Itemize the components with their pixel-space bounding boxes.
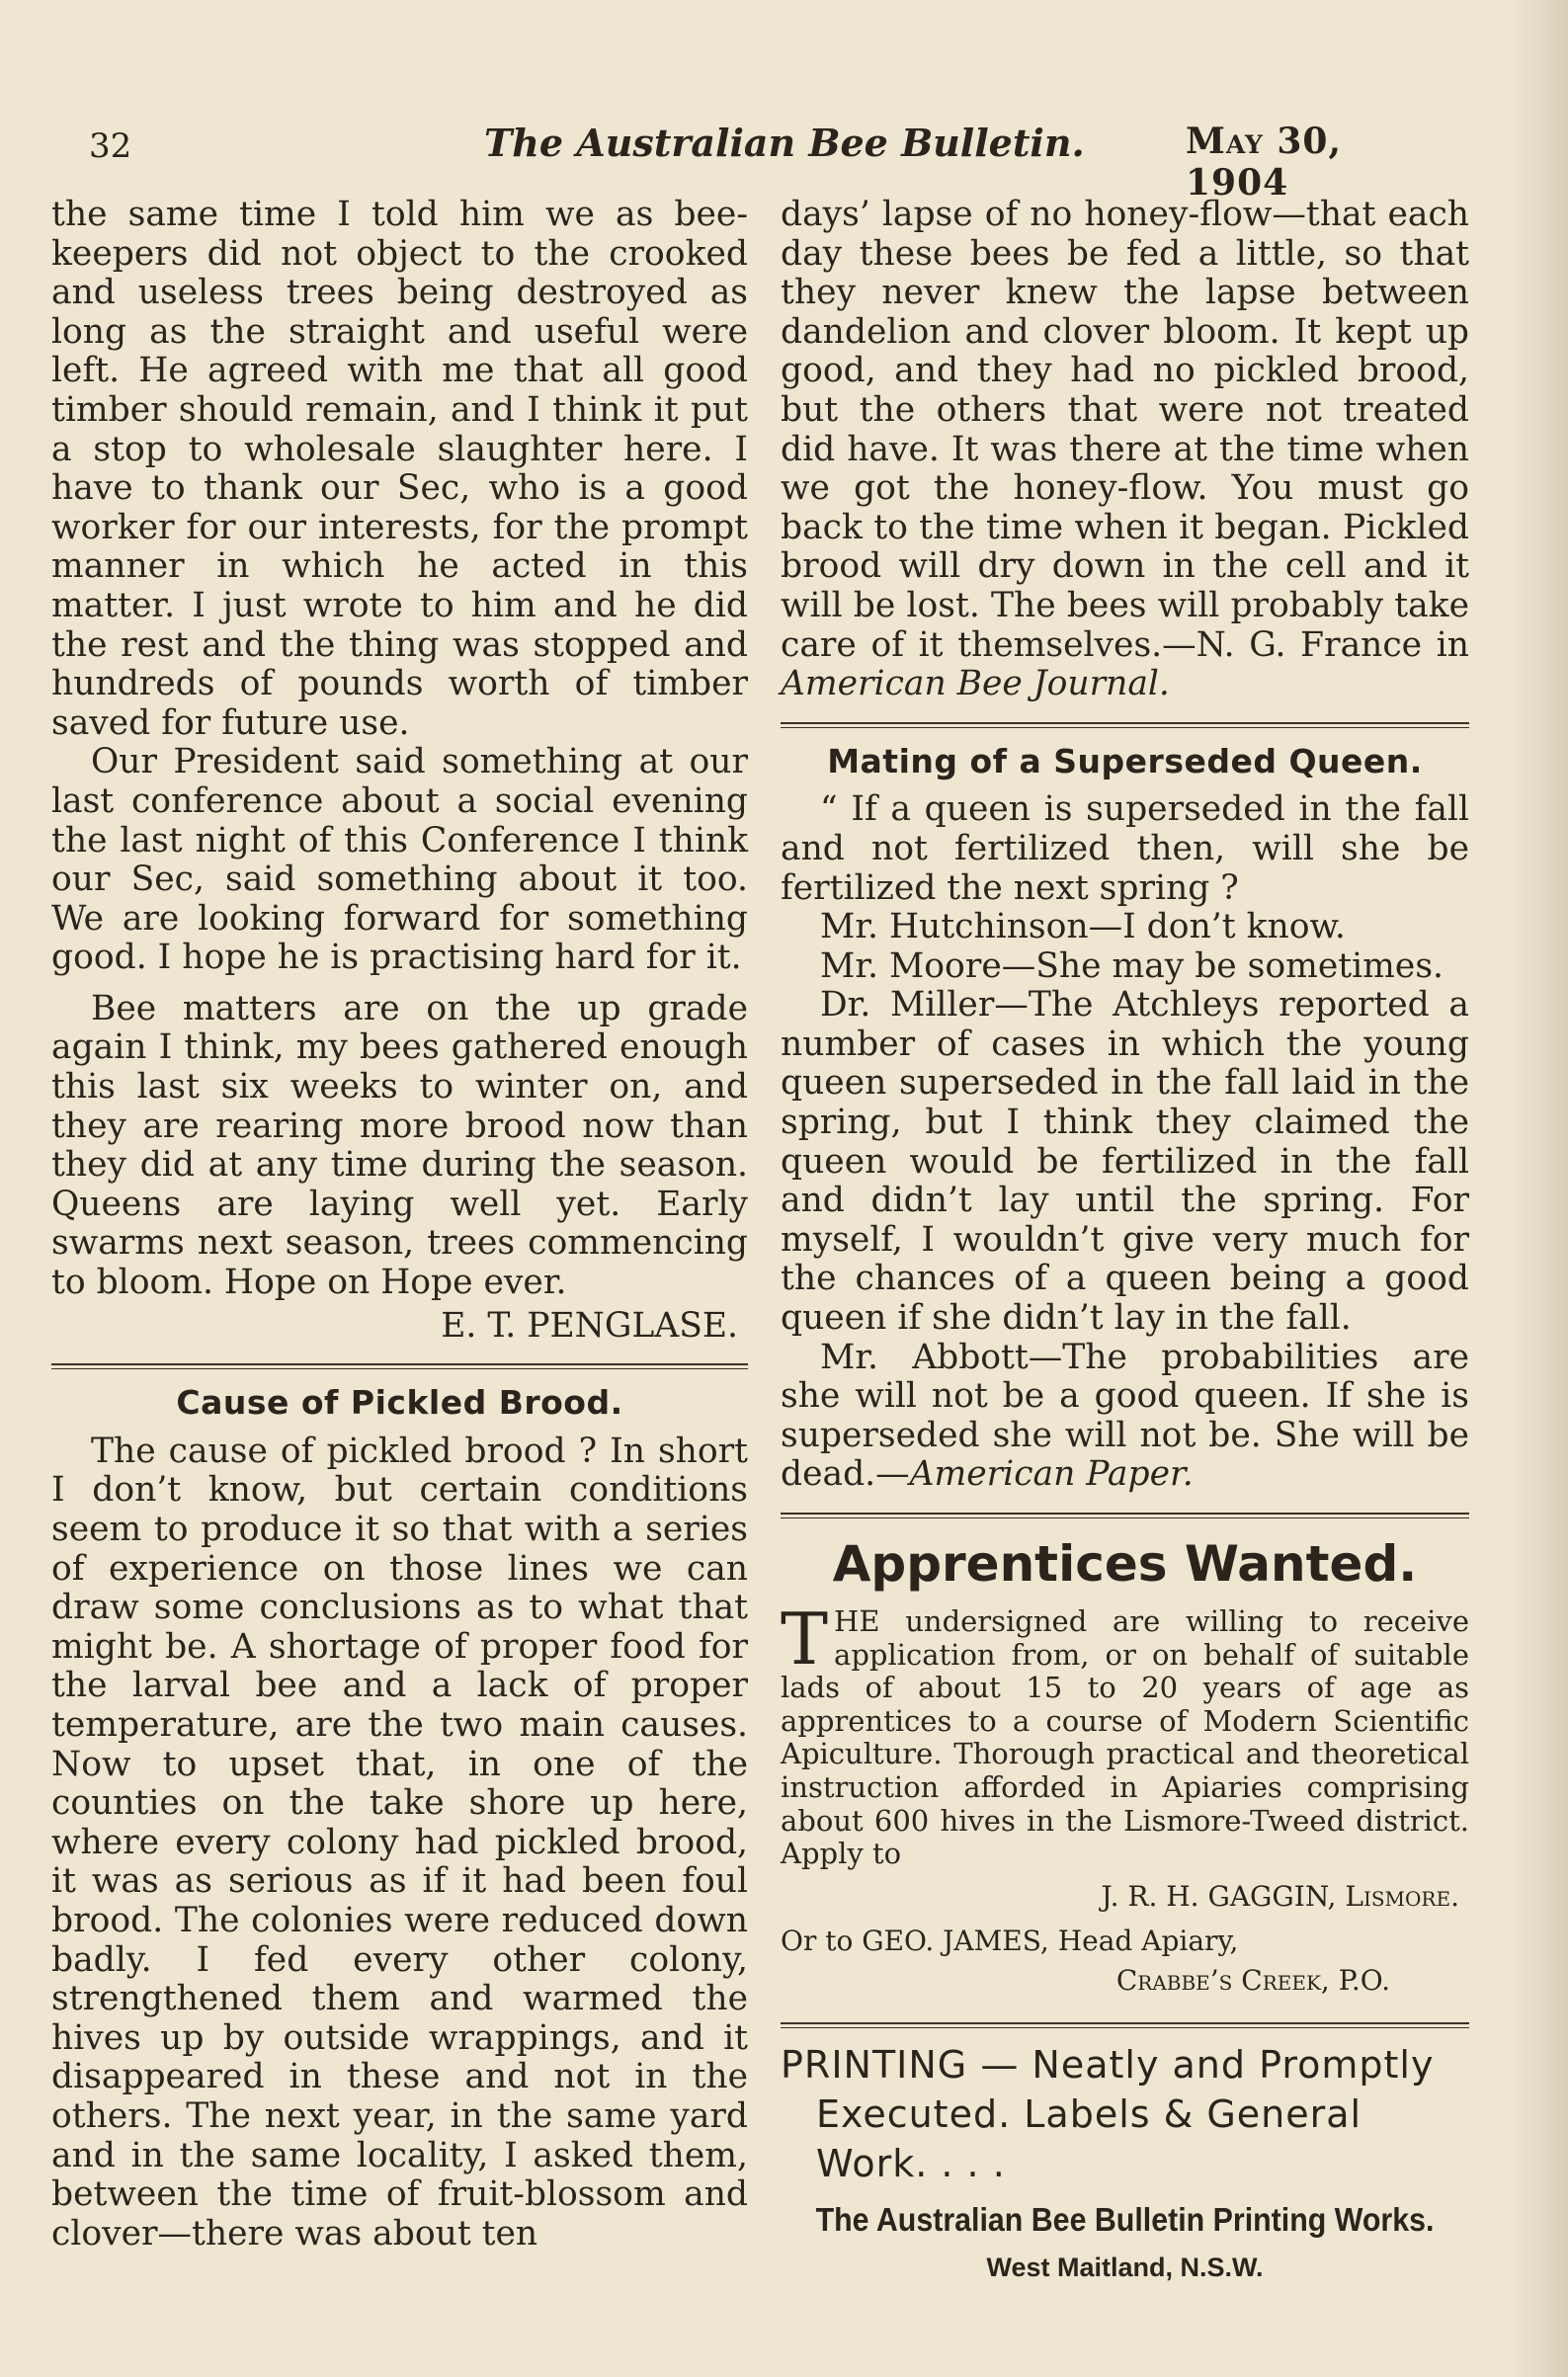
question: “ If a queen is superseded in the fall and not fertilized then, will she be fertilized the next spring ? xyxy=(781,789,1469,908)
divider xyxy=(781,1513,1469,1518)
paragraph: The cause of pickled brood ? In short I don’t know, but certain conditions seem to produce it so that with a series of experience on those lines we can draw some conclusions as to what that might be. A shortage of proper food for the larval bee and a lack of proper temperature, are the two main causes. Now to upset that, in one of the counties on the take shore up here, where every colony had pickled brood, it was as serious as if it had been foul brood. The colonies were reduced down badly. I fed every other colony, strengthened them and warmed the hives up by outside wrappings, and it disappeared in these and not in the others. The next year, in the same yard and in the same locality, I asked them, between the time of fruit-blossom and clover—there was about ten xyxy=(51,1431,748,2254)
page-header xyxy=(49,119,1433,204)
page-edge xyxy=(1509,0,1568,2377)
answer: Mr. Moore—She may be sometimes. xyxy=(820,945,1444,986)
answer xyxy=(781,1339,1469,1495)
answer: Dr. Miller—The Atchleys reported a number of cases in which the young queen superseded in the fall laid in the spring, but I think they claimed the queen would be fertilized in the fall and didn’t lay until the spring. For myself, I wouldn’t give very much for the chances of a queen being a good queen if she didn’t lay in the fall. xyxy=(781,985,1469,1339)
paragraph xyxy=(781,196,1469,704)
paragraph: the same time I told him we as bee-keepers did not object to the crooked and useless trees being destroyed as long as the straight and useful were left. He agreed with me that all good timber should remain, and I think it put a stop to wholesale slaughter here. I have to thank our Sec, who is a good worker for our interests, for the prompt manner in which he acted in this matter. I just wrote to him and he did the rest and the thing was stopped and hundreds of pounds worth of timber saved for future use. xyxy=(51,195,748,743)
ad-body xyxy=(781,1598,1469,1871)
printer-name: The Australian Bee Bulletin Printing Works. xyxy=(815,2200,1435,2238)
ad-contact: J. R. H. GAGGIN, Lismore. xyxy=(1101,1879,1459,1913)
left-column xyxy=(51,196,748,2254)
issue-date: May 30, 1904 xyxy=(1186,121,1343,204)
printing-ad xyxy=(781,2042,1469,2288)
ad-contact: Crabbe’s Creek, P.O. xyxy=(1115,1963,1390,1997)
source-citation: American Bee Journal. xyxy=(781,664,1170,704)
divider xyxy=(781,2022,1469,2028)
right-column xyxy=(781,196,1469,2288)
section-title: Mating of a Superseded Queen. xyxy=(827,741,1423,780)
paragraph-text: days’ lapse of no honey-flow—that each day these bees be fed a little, so that they never knew the lapse between dandelion and clover bloom. It kept up good, and they had no pickled brood, but the others that were not treated did have. It was there at the time when we got the honey-flow. You must go back to the time when it began. Pickled brood will dry down in the cell and it will be lost. The bees will probably take care of it themselves.—N. G. France in xyxy=(781,195,1469,665)
paragraph: Our President said something at our last conference about a social evening the last night of this Conference I think our Sec, said something about it too. We are looking forward for something good. I hope he is practising hard for it. xyxy=(51,742,748,978)
ad-text: HE undersigned are willing to receive application from, or on behalf of suitable lads of about 15 to 20 years of age as apprentices to a course of Modern Scientific Apiculture. Thorough practical and theoretical instruction afforded in Apiaries comprising about 600 hives in the Lismore-Tweed district. Apply to xyxy=(781,1604,1469,1871)
author-signature: E. T. PENGLASE. xyxy=(441,1305,738,1346)
answer-text: Mr. Abbott—The probabilities are she will not be a good queen. If she is superseded she will not be. She will be dead.— xyxy=(781,1337,1469,1495)
ad-contact: Or to GEO. JAMES, Head Apiary, xyxy=(781,1925,1239,1958)
answer: Mr. Hutchinson—I don’t know. xyxy=(820,907,1346,947)
apprentices-ad xyxy=(781,1534,1469,2001)
ad-line: Executed. Labels & General xyxy=(816,2091,1362,2136)
paragraph: Bee matters are on the up grade again I think, my bees gathered enough this last six weeks to winter on, and they are rearing more brood now than they did at any time during the season. Queens are laying well yet. Early swarms next season, trees commencing to bloom. Hope on Hope ever. xyxy=(51,988,748,1303)
ad-line: Work. . . . xyxy=(816,2141,1006,2185)
divider xyxy=(51,1363,748,1369)
ad-line: PRINTING — Neatly and Promptly xyxy=(781,2042,1435,2087)
publication-title: The Australian Bee Bulletin. xyxy=(484,121,1085,165)
drop-cap: T xyxy=(781,1598,829,1680)
printer-address: West Maitland, N.S.W. xyxy=(986,2253,1264,2283)
ad-title: Apprentices Wanted. xyxy=(832,1535,1418,1593)
divider xyxy=(781,722,1469,728)
source-citation: American Paper. xyxy=(909,1454,1194,1495)
section-title: Cause of Pickled Brood. xyxy=(176,1383,623,1423)
page-number: 32 xyxy=(89,126,132,166)
